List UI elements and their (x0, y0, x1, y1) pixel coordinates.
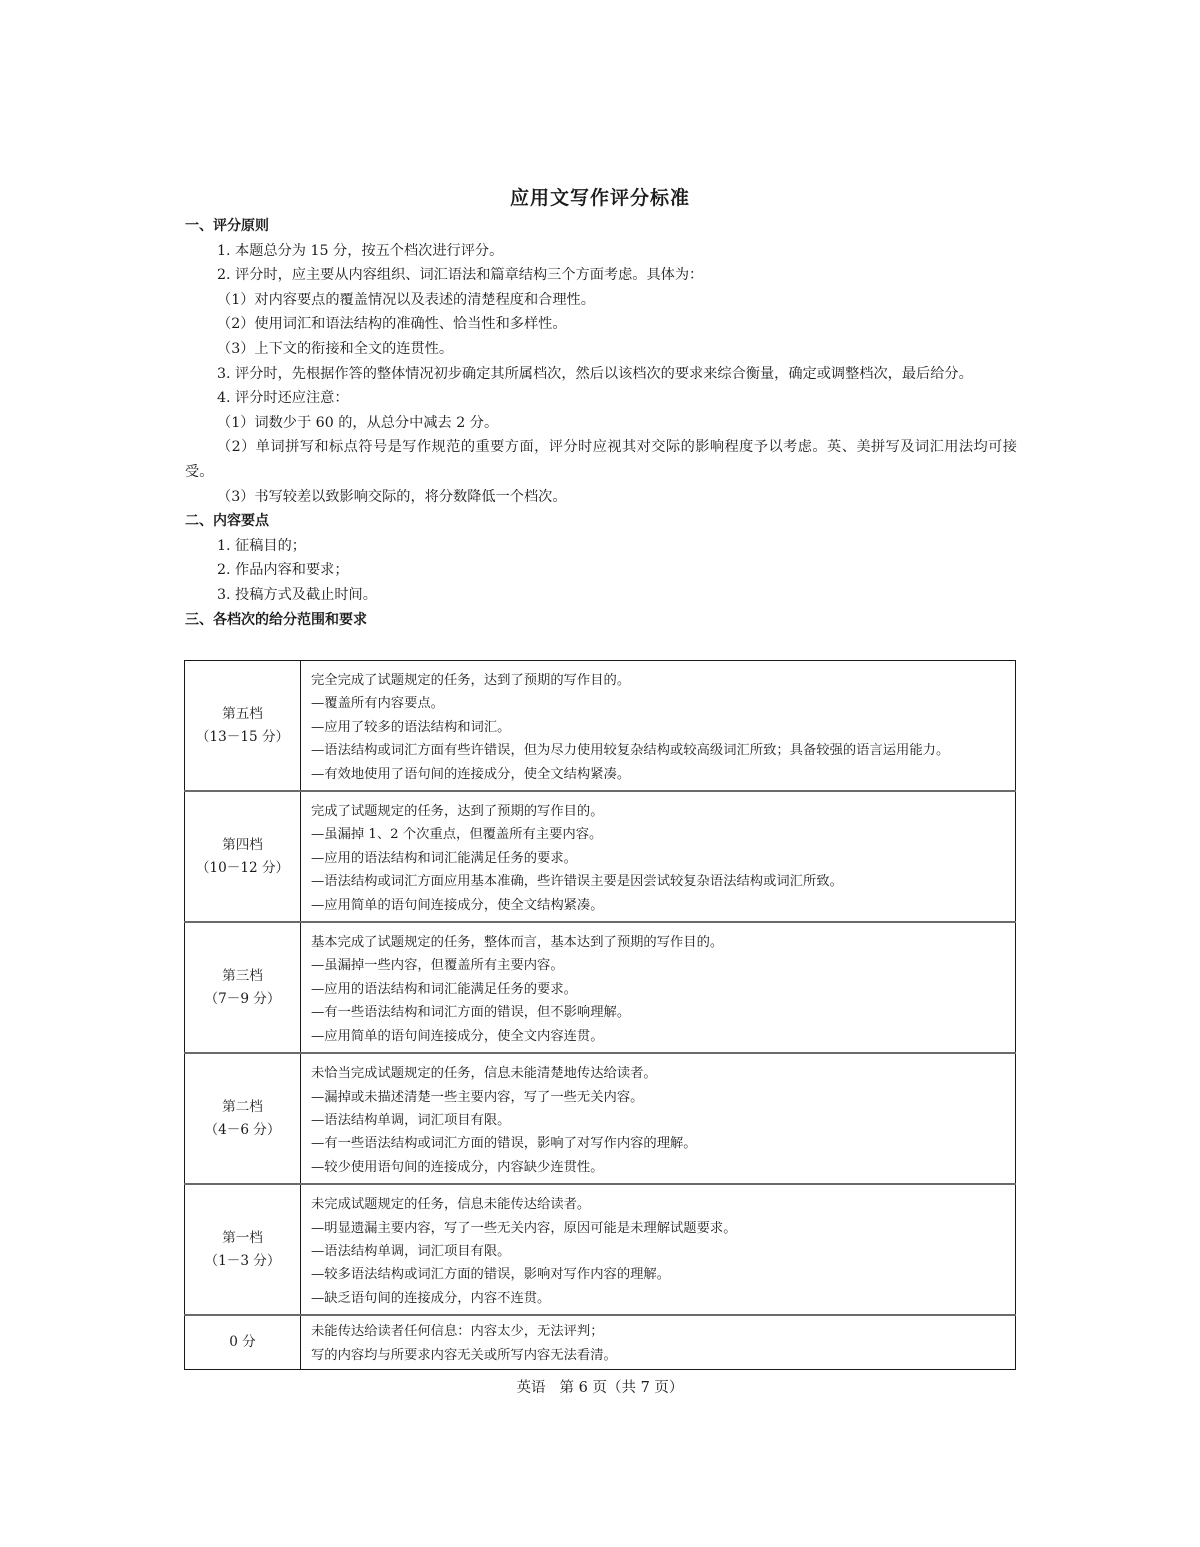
band-description-line: 完成了试题规定的任务，达到了预期的写作目的。 (311, 804, 604, 820)
band-description-cell (301, 791, 1016, 922)
band-score-range: （10－12 分） (195, 859, 290, 876)
band-description-cell (301, 922, 1016, 1053)
band-label-cell (185, 1053, 301, 1184)
band-score-range: （4－6 分） (204, 1121, 281, 1138)
key-point-line: 1. 征稿目的； (217, 537, 306, 554)
key-point-line: 2. 作品内容和要求； (217, 562, 349, 579)
principle-line: （1）对内容要点的覆盖情况以及表述的清楚程度和合理性。 (217, 291, 595, 308)
band-description-line: —较多语法结构或词汇方面的错误，影响对写作内容的理解。 (311, 1267, 671, 1283)
principle-line: （3）书写较差以致影响交际的，将分数降低一个档次。 (217, 488, 567, 505)
band-description-line: —有一些语法结构和词汇方面的错误，但不影响理解。 (311, 1005, 631, 1021)
rubric-row-band-1 (185, 1184, 1016, 1315)
rubric-table (184, 660, 1016, 1370)
band-description-line: —语法结构或词汇方面应用基本准确，些许错误主要是因尝试较复杂语法结构或词汇所致。 (311, 874, 843, 890)
band-description-line: —应用的语法结构和词汇能满足任务的要求。 (311, 981, 577, 997)
band-description-line: 未完成试题规定的任务，信息未能传达给读者。 (311, 1197, 591, 1213)
band-name: 第一档 (222, 1229, 263, 1246)
band-name: 第四档 (222, 836, 263, 853)
band-description-line: 写的内容均与所要求内容无关或所写内容无法看清。 (311, 1347, 617, 1363)
band-description-line: —明显遗漏主要内容，写了一些无关内容，原因可能是未理解试题要求。 (311, 1220, 737, 1236)
band-label-cell (185, 1315, 301, 1369)
band-name: 第五档 (222, 705, 263, 722)
footer-subject: 英语 (516, 1380, 546, 1396)
principle-line: 2. 评分时，应主要从内容组织、词汇语法和篇章结构三个方面考虑。具体为： (217, 267, 704, 284)
rubric-row-band-3 (185, 922, 1016, 1053)
key-point-line: 3. 投稿方式及截止时间。 (217, 586, 377, 603)
band-label-cell (185, 1184, 301, 1315)
page-footer (0, 1376, 1200, 1400)
section-heading-bands: 三、各档次的给分范围和要求 (185, 611, 367, 628)
rubric-row-band-5 (185, 661, 1016, 792)
band-label-cell (185, 791, 301, 922)
section-heading-key-points: 二、内容要点 (185, 513, 269, 530)
scoring-principles-block (185, 214, 1017, 632)
band-description-line: 完全完成了试题规定的任务，达到了预期的写作目的。 (311, 673, 631, 688)
rubric-row-band-2 (185, 1053, 1016, 1184)
band-description-line: —应用的语法结构和词汇能满足任务的要求。 (311, 850, 577, 866)
band-description-cell (301, 1315, 1016, 1369)
band-name: 0 分 (229, 1334, 256, 1351)
band-description-line: —覆盖所有内容要点。 (311, 696, 444, 712)
principle-line: 4. 评分时还应注意： (217, 390, 349, 407)
band-description-line: —漏掉或未描述清楚一些主要内容，写了一些无关内容。 (311, 1089, 644, 1105)
band-name: 第二档 (222, 1098, 263, 1115)
footer-page-number: 第 6 页（共 7 页） (559, 1380, 684, 1396)
band-description-line: —较少使用语句间的连接成分，内容缺少连贯性。 (311, 1159, 604, 1175)
principle-line: （3）上下文的衔接和全文的连贯性。 (217, 340, 454, 357)
band-description-line: 未恰当完成试题规定的任务，信息未能清楚地传达给读者。 (311, 1066, 657, 1082)
band-description-line: —应用简单的语句间连接成分，使全文内容连贯。 (311, 1028, 604, 1044)
band-description-line: —应用了较多的语法结构和词汇。 (311, 719, 511, 735)
band-description-cell (301, 1053, 1016, 1184)
rubric-row-band-4 (185, 791, 1016, 922)
band-description-cell (301, 1184, 1016, 1315)
band-description-line: —语法结构单调，词汇项目有限。 (311, 1112, 511, 1128)
band-description-line: —语法结构或词汇方面有些许错误，但为尽力使用较复杂结构或较高级词汇所致；具备较强的语言运用能力。 (311, 743, 950, 759)
rubric-row-band-0 (185, 1315, 1016, 1369)
band-description-line: 未能传达给读者任何信息：内容太少，无法评判； (311, 1324, 604, 1340)
band-description-line: —有一些语法结构或词汇方面的错误，影响了对写作内容的理解。 (311, 1136, 697, 1152)
band-description-line: —虽漏掉一些内容，但覆盖所有主要内容。 (311, 958, 564, 974)
page-title: 应用文写作评分标准 (509, 187, 690, 209)
principle-line: （2）使用词汇和语法结构的准确性、恰当性和多样性。 (217, 316, 567, 333)
band-name: 第三档 (222, 967, 263, 984)
band-label-cell (185, 661, 301, 792)
band-description-cell (301, 661, 1016, 792)
band-description-line: —有效地使用了语句间的连接成分，使全文结构紧凑。 (311, 766, 631, 782)
band-label-cell (185, 922, 301, 1053)
principle-line: （2）单词拼写和标点符号是写作规范的重要方面，评分时应视其对交际的影响程度予以考虑。英、美拼写及词汇用法均可接受。 (185, 439, 1017, 480)
band-description-line: 基本完成了试题规定的任务，整体而言，基本达到了预期的写作目的。 (311, 935, 724, 951)
band-description-line: —语法结构单调，词汇项目有限。 (311, 1243, 511, 1259)
band-description-line: —缺乏语句间的连接成分，内容不连贯。 (311, 1290, 551, 1306)
band-score-range: （13－15 分） (195, 728, 290, 745)
section-heading-principles: 一、评分原则 (185, 218, 269, 234)
band-description-line: —应用简单的语句间连接成分，使全文结构紧凑。 (311, 897, 604, 913)
principle-line: 3. 评分时，先根据作答的整体情况初步确定其所属档次，然后以该档次的要求来综合衡量，确定或调整档次，最后给分。 (217, 365, 973, 382)
band-score-range: （1－3 分） (204, 1252, 281, 1269)
band-description-line: —虽漏掉 1、2 个次重点，但覆盖所有主要内容。 (311, 827, 603, 843)
band-score-range: （7－9 分） (204, 990, 281, 1007)
principle-line: 1. 本题总分为 15 分，按五个档次进行评分。 (217, 242, 504, 259)
principle-line: （1）词数少于 60 的，从总分中减去 2 分。 (217, 414, 499, 431)
